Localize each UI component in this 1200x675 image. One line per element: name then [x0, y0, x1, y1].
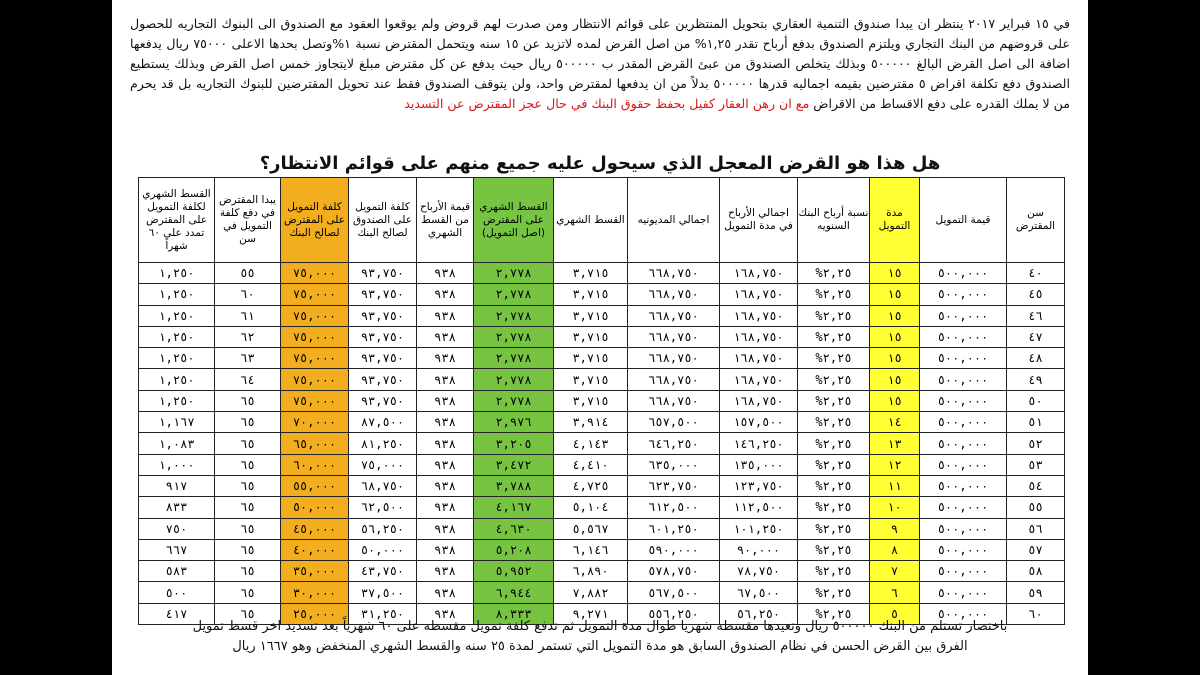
- table-row: [139, 263, 1065, 284]
- table-cell: ٨٣٣: [139, 497, 215, 518]
- table-cell: ٩٣٨: [417, 497, 474, 518]
- table-cell: ٣,٧١٥: [554, 348, 628, 369]
- table-cell: ٧٨,٧٥٠: [720, 561, 798, 582]
- table-row: [139, 369, 1065, 390]
- table-cell: ٢,٧٧٨: [474, 390, 554, 411]
- table-cell: ١٣: [870, 433, 920, 454]
- table-cell: ٩٣٨: [417, 390, 474, 411]
- table-cell: ٦,٨٩٠: [554, 561, 628, 582]
- table-cell: ٥٠٠,٠٠٠: [920, 305, 1007, 326]
- table-cell: ١٥: [870, 263, 920, 284]
- table-cell: ٥٠٠,٠٠٠: [920, 454, 1007, 475]
- table-cell: ٣,٢٠٥: [474, 433, 554, 454]
- table-cell: ٩,٢٧١: [554, 603, 628, 624]
- table-cell: ٢,٢٥%: [798, 497, 870, 518]
- table-cell: ٦٢: [215, 326, 281, 347]
- table-cell: ٩٣٨: [417, 263, 474, 284]
- table-cell: ٩٣,٧٥٠: [349, 390, 417, 411]
- table-cell: ٣,٧١٥: [554, 390, 628, 411]
- table-cell: ٥٠٠,٠٠٠: [920, 475, 1007, 496]
- table-cell: ٥٠,٠٠٠: [281, 497, 349, 518]
- table-cell: ٦٣٥,٠٠٠: [628, 454, 720, 475]
- table-cell: ١٠١,٢٥٠: [720, 518, 798, 539]
- table-cell: ٤٥: [1007, 284, 1065, 305]
- column-header: القسط الشهري لكلفة التمويل على المقترض تمدد على ٦٠ شهراً: [139, 178, 215, 263]
- table-cell: ١٦٨,٧٥٠: [720, 326, 798, 347]
- table-cell: ٦٥: [215, 582, 281, 603]
- table-cell: ٧٠,٠٠٠: [281, 412, 349, 433]
- table-cell: ٣,٧٨٨: [474, 475, 554, 496]
- table-row: [139, 433, 1065, 454]
- table-row: [139, 561, 1065, 582]
- table-cell: ٩٣٨: [417, 348, 474, 369]
- table-cell: ١,١٦٧: [139, 412, 215, 433]
- table-cell: ٣,٩١٤: [554, 412, 628, 433]
- table-cell: ١٣٥,٠٠٠: [720, 454, 798, 475]
- table-cell: ٦٥: [215, 539, 281, 560]
- intro-paragraph: [130, 14, 1070, 114]
- table-row: [139, 497, 1065, 518]
- table-cell: ٥٦: [1007, 518, 1065, 539]
- table-cell: ٤٣,٧٥٠: [349, 561, 417, 582]
- table-cell: ٩٣٨: [417, 454, 474, 475]
- table-cell: ٤,٤١٠: [554, 454, 628, 475]
- table-cell: ٥٥: [215, 263, 281, 284]
- table-cell: ٦٢,٥٠٠: [349, 497, 417, 518]
- table-cell: ٦٠١,٢٥٠: [628, 518, 720, 539]
- table-cell: ٦١٢,٥٠٠: [628, 497, 720, 518]
- table-cell: ٢,٢٥%: [798, 326, 870, 347]
- table-cell: ٥٢: [1007, 433, 1065, 454]
- table-cell: ٧٥,٠٠٠: [281, 263, 349, 284]
- table-cell: ٦٦٨,٧٥٠: [628, 390, 720, 411]
- column-header: مدة التمويل: [870, 178, 920, 263]
- table-cell: ١٢٣,٧٥٠: [720, 475, 798, 496]
- table-cell: ٦١: [215, 305, 281, 326]
- table-cell: ٢,٢٥%: [798, 518, 870, 539]
- table-cell: ٦,١٤٦: [554, 539, 628, 560]
- table-cell: ٥,١٠٤: [554, 497, 628, 518]
- table-cell: ٣,٤٧٢: [474, 454, 554, 475]
- table-cell: ٣,٧١٥: [554, 326, 628, 347]
- table-cell: ٩٣٨: [417, 284, 474, 305]
- table-cell: ٧٥,٠٠٠: [281, 390, 349, 411]
- column-header: القسط الشهري على المقترض (اصل التمويل): [474, 178, 554, 263]
- table-cell: ٦٣: [215, 348, 281, 369]
- table-cell: ١٥: [870, 326, 920, 347]
- table-cell: ٥٧: [1007, 539, 1065, 560]
- table-cell: ٥٠٠,٠٠٠: [920, 390, 1007, 411]
- table-cell: ٢,٢٥%: [798, 454, 870, 475]
- table-cell: ٢,٧٧٨: [474, 305, 554, 326]
- table-cell: ١٦٨,٧٥٠: [720, 390, 798, 411]
- table-cell: ١,٢٥٠: [139, 305, 215, 326]
- table-cell: ٦٤٦,٢٥٠: [628, 433, 720, 454]
- table-cell: ٤٩: [1007, 369, 1065, 390]
- table-cell: ٦٥: [215, 454, 281, 475]
- table-cell: ٨٧,٥٠٠: [349, 412, 417, 433]
- table-cell: ١١٢,٥٠٠: [720, 497, 798, 518]
- table-cell: ٢,٢٥%: [798, 561, 870, 582]
- table-cell: ٣٥,٠٠٠: [281, 561, 349, 582]
- table-cell: ٧٥,٠٠٠: [281, 369, 349, 390]
- table-cell: ٥,٢٠٨: [474, 539, 554, 560]
- column-header: اجمالي المديونيه: [628, 178, 720, 263]
- table-cell: ٤,٧٢٥: [554, 475, 628, 496]
- table-cell: ٢٥,٠٠٠: [281, 603, 349, 624]
- document-page: [112, 0, 1088, 675]
- table-cell: ٩٣٨: [417, 582, 474, 603]
- table-cell: ٩٣,٧٥٠: [349, 305, 417, 326]
- table-cell: ٩: [870, 518, 920, 539]
- table-row: [139, 305, 1065, 326]
- table-cell: ٦٤: [215, 369, 281, 390]
- table-cell: ١,٢٥٠: [139, 284, 215, 305]
- table-cell: ٧٥,٠٠٠: [349, 454, 417, 475]
- table-cell: ٥٠٠,٠٠٠: [920, 561, 1007, 582]
- table-cell: ٩٣٨: [417, 369, 474, 390]
- table-cell: ٩٣,٧٥٠: [349, 263, 417, 284]
- table-cell: ٣٠,٠٠٠: [281, 582, 349, 603]
- table-cell: ١,٢٥٠: [139, 369, 215, 390]
- table-cell: ٥٠٠,٠٠٠: [920, 497, 1007, 518]
- table-cell: ٦,٩٤٤: [474, 582, 554, 603]
- table-cell: ٥٣: [1007, 454, 1065, 475]
- table-cell: ١٥: [870, 369, 920, 390]
- table-cell: ٤,١٦٧: [474, 497, 554, 518]
- table-cell: ٦٦٨,٧٥٠: [628, 369, 720, 390]
- table-row: [139, 582, 1065, 603]
- table-row: [139, 454, 1065, 475]
- table-cell: ٢,٢٥%: [798, 284, 870, 305]
- table-cell: ٢,٢٥%: [798, 369, 870, 390]
- table-cell: ٩١٧: [139, 475, 215, 496]
- table-cell: ٦: [870, 582, 920, 603]
- table-cell: ٥٠٠: [139, 582, 215, 603]
- table-cell: ٥٠٠,٠٠٠: [920, 348, 1007, 369]
- table-cell: ٥٠٠,٠٠٠: [920, 284, 1007, 305]
- table-cell: ٥٠,٠٠٠: [349, 539, 417, 560]
- table-cell: ٢,٢٥%: [798, 412, 870, 433]
- table-cell: ٦٥: [215, 433, 281, 454]
- table-cell: ٣١,٢٥٠: [349, 603, 417, 624]
- table-cell: ١,٢٥٠: [139, 348, 215, 369]
- column-header: اجمالي الأرباح في مدة التمويل: [720, 178, 798, 263]
- table-cell: ١٦٨,٧٥٠: [720, 263, 798, 284]
- table-cell: ٢,٧٧٨: [474, 326, 554, 347]
- table-cell: ٧٥,٠٠٠: [281, 348, 349, 369]
- table-cell: ٥٤: [1007, 475, 1065, 496]
- table-cell: ٣٧,٥٠٠: [349, 582, 417, 603]
- table-row: [139, 539, 1065, 560]
- table-cell: ٥٠٠,٠٠٠: [920, 539, 1007, 560]
- table-cell: ٦٦٨,٧٥٠: [628, 284, 720, 305]
- table-cell: ١١: [870, 475, 920, 496]
- column-header: قيمة الأرباح من القسط الشهري: [417, 178, 474, 263]
- intro-red-text: مع ان رهن العقار كفيل بحفظ حقوق البنك في حال عجز المقترض عن التسديد: [404, 96, 810, 111]
- table-cell: ٥٠٠,٠٠٠: [920, 582, 1007, 603]
- table-cell: ٦٥: [215, 497, 281, 518]
- loan-table: [138, 177, 1065, 625]
- table-row: [139, 390, 1065, 411]
- table-cell: ٤١٧: [139, 603, 215, 624]
- table-cell: ١٠: [870, 497, 920, 518]
- table-cell: ٥٠٠,٠٠٠: [920, 412, 1007, 433]
- table-cell: ٣,٧١٥: [554, 305, 628, 326]
- question-heading: هل هذا هو القرض المعجل الذي سيحول عليه جميع منهم على قوائم الانتظار؟: [259, 153, 941, 174]
- table-cell: ١٦٨,٧٥٠: [720, 284, 798, 305]
- table-cell: ٢,٧٧٨: [474, 369, 554, 390]
- table-cell: ١,٢٥٠: [139, 263, 215, 284]
- table-cell: ١٥: [870, 348, 920, 369]
- table-cell: ٦٦٨,٧٥٠: [628, 348, 720, 369]
- table-cell: ٩٣٨: [417, 561, 474, 582]
- table-cell: ٩٣,٧٥٠: [349, 284, 417, 305]
- table-cell: ٤٧: [1007, 326, 1065, 347]
- table-cell: ٧,٨٨٢: [554, 582, 628, 603]
- column-header: سن المقترض: [1007, 178, 1065, 263]
- table-cell: ١,٢٥٠: [139, 326, 215, 347]
- table-cell: ٩٣,٧٥٠: [349, 326, 417, 347]
- table-cell: ٦٥: [215, 561, 281, 582]
- table-cell: ٢,٧٧٨: [474, 263, 554, 284]
- table-cell: ٣,٧١٥: [554, 284, 628, 305]
- table-cell: ٥٠٠,٠٠٠: [920, 433, 1007, 454]
- table-cell: ٥,٩٥٢: [474, 561, 554, 582]
- table-cell: ١,٠٠٠: [139, 454, 215, 475]
- table-cell: ٧٥,٠٠٠: [281, 305, 349, 326]
- column-header: كلفة التمويل على الصندوق لصالح البنك: [349, 178, 417, 263]
- table-cell: ٧٥,٠٠٠: [281, 284, 349, 305]
- table-cell: ١,٢٥٠: [139, 390, 215, 411]
- table-cell: ٦٦٨,٧٥٠: [628, 305, 720, 326]
- table-cell: ١٥٧,٥٠٠: [720, 412, 798, 433]
- table-body: [139, 263, 1065, 625]
- table-cell: ٥٨٣: [139, 561, 215, 582]
- table-cell: ٩٣٨: [417, 433, 474, 454]
- table-cell: ٥٠٠,٠٠٠: [920, 369, 1007, 390]
- table-cell: ٧٥,٠٠٠: [281, 326, 349, 347]
- table-cell: ٦٥: [215, 412, 281, 433]
- table-cell: ٨١,٢٥٠: [349, 433, 417, 454]
- column-header: كلفة التمويل على المقترض لصالح البنك: [281, 178, 349, 263]
- table-cell: ٩٣٨: [417, 539, 474, 560]
- table-cell: ٦٥: [215, 390, 281, 411]
- intro-text: في ١٥ فبراير ٢٠١٧ ينتظر ان يبدا صندوق التنمية العقاري بتحويل المنتظرين على قوائم الانتظار ومن صدرت لهم قروض ولم يوقعوا العقود مع الصندوق الى البنوك التجاريه للحصول على قروضهم من البنك التجاري ويلتزم الصندوق بدفع أرباح تقدر ١,٢٥% من اصل القرض لمده لاتزيد عن ١٥ سنه ويتحمل المقترض نسبة ١%وتصل بحدها الاعلى ٧٥٠٠٠ ريال يدفعها اضافة الى اصل القرض البالغ ٥٠٠٠٠٠ وبذلك يتخلص الصندوق من عبئ القرض المقدر ب ٥٠٠٠٠٠ ريال حيث يدفع عن كل مقترض مبلغ لايتجاوز خمس اصل القرض وبذلك يستطيع الصندوق دفع تكلفة اقراض ٥ مقترضين بقيمه اجماليه قدرها ٥٠٠٠٠٠ بدلاً من ان يدفعها لمقترض واحد، ولن يتوقف الصندوق فقط عند تحويل المقترضين للبنوك التجاريه بل قد يحرم من لا يملك القدره على دفع الاقساط من الاقراض: [130, 16, 1071, 111]
- table-cell: ١٢: [870, 454, 920, 475]
- table-cell: ١٦٨,٧٥٠: [720, 305, 798, 326]
- table-cell: ٩٣٨: [417, 326, 474, 347]
- table-cell: ٦٥: [215, 475, 281, 496]
- table-cell: ٤,١٤٣: [554, 433, 628, 454]
- table-cell: ١٦٨,٧٥٠: [720, 369, 798, 390]
- table-row: [139, 284, 1065, 305]
- table-cell: ٩٣٨: [417, 412, 474, 433]
- table-cell: ٦٧,٥٠٠: [720, 582, 798, 603]
- table-cell: ٩٣,٧٥٠: [349, 348, 417, 369]
- table-cell: ٥٦٧,٥٠٠: [628, 582, 720, 603]
- table-cell: ٥٧٨,٧٥٠: [628, 561, 720, 582]
- table-row: [139, 412, 1065, 433]
- table-cell: ٦٦٨,٧٥٠: [628, 263, 720, 284]
- table-cell: ٤٦: [1007, 305, 1065, 326]
- table-cell: ٩٣,٧٥٠: [349, 369, 417, 390]
- table-cell: ٥,٥٦٧: [554, 518, 628, 539]
- table-cell: ٩٣٨: [417, 305, 474, 326]
- table-cell: ٥٠٠,٠٠٠: [920, 263, 1007, 284]
- column-header: قيمة التمويل: [920, 178, 1007, 263]
- column-header: يبدا المقترض في دفع كلفة التمويل في سن: [215, 178, 281, 263]
- table-cell: ٥٥: [1007, 497, 1065, 518]
- table-cell: ١٤: [870, 412, 920, 433]
- table-cell: ٦٦٨,٧٥٠: [628, 326, 720, 347]
- table-cell: ٢,٩٧٦: [474, 412, 554, 433]
- table-row: [139, 348, 1065, 369]
- table-cell: ٤٨: [1007, 348, 1065, 369]
- table-cell: ٢,٢٥%: [798, 305, 870, 326]
- table-cell: ٥٥,٠٠٠: [281, 475, 349, 496]
- table-cell: ٢,٢٥%: [798, 433, 870, 454]
- table-cell: ٣,٧١٥: [554, 369, 628, 390]
- table-cell: ٢,٢٥%: [798, 539, 870, 560]
- table-cell: ٥: [870, 603, 920, 624]
- table-cell: ٦٠: [1007, 603, 1065, 624]
- table-cell: ٤٥,٠٠٠: [281, 518, 349, 539]
- table-cell: ٩٣٨: [417, 518, 474, 539]
- table-cell: ٦٥: [215, 603, 281, 624]
- table-cell: ١٦٨,٧٥٠: [720, 348, 798, 369]
- summary-line-1: باختصار تستلم من البنك ٥٠٠٠٠٠ ريال وتعيدها مقسطه شهريا طوال مدة التمويل ثم تدفع كلفة تمويل مقسطه على ٦٠ شهرياً بعد تسديد اخر قسط تمويل: [192, 619, 1008, 634]
- table-cell: ١,٠٨٣: [139, 433, 215, 454]
- table-cell: ٤,٦٣٠: [474, 518, 554, 539]
- table-header-row: [139, 178, 1065, 263]
- table-cell: ٥٠٠,٠٠٠: [920, 326, 1007, 347]
- table-cell: ٥٦,٢٥٠: [349, 518, 417, 539]
- table-cell: ٢,٢٥%: [798, 348, 870, 369]
- table-cell: ٨: [870, 539, 920, 560]
- table-cell: ٩٣٨: [417, 603, 474, 624]
- table-cell: ٢,٢٥%: [798, 475, 870, 496]
- table-cell: ٦٥٧,٥٠٠: [628, 412, 720, 433]
- table-cell: ٥٠: [1007, 390, 1065, 411]
- table-row: [139, 475, 1065, 496]
- table-cell: ٥٦,٢٥٠: [720, 603, 798, 624]
- table-cell: ٥٥٦,٢٥٠: [628, 603, 720, 624]
- table-cell: ٦٥,٠٠٠: [281, 433, 349, 454]
- table-cell: ٦٠: [215, 284, 281, 305]
- table-cell: ٢,٢٥%: [798, 390, 870, 411]
- summary-paragraph: [132, 617, 1068, 657]
- table-cell: ٦٨,٧٥٠: [349, 475, 417, 496]
- table-cell: ٧: [870, 561, 920, 582]
- table-row: [139, 518, 1065, 539]
- table-cell: ٩٣٨: [417, 475, 474, 496]
- table-cell: ٢,٢٥%: [798, 603, 870, 624]
- table-cell: ٢,٧٧٨: [474, 284, 554, 305]
- table-cell: ٢,٢٥%: [798, 263, 870, 284]
- table-cell: ٣,٧١٥: [554, 263, 628, 284]
- table-cell: ٦٥: [215, 518, 281, 539]
- table-cell: ٦٦٧: [139, 539, 215, 560]
- table-cell: ٥٠٠,٠٠٠: [920, 603, 1007, 624]
- table-cell: ٤٠,٠٠٠: [281, 539, 349, 560]
- table-cell: ٢,٧٧٨: [474, 348, 554, 369]
- summary-line-2: الفرق بين القرض الحسن في نظام الصندوق السابق هو مدة التمويل التي تستمر لمدة ٢٥ سنه والقسط الشهري المنخفض وهو ١٦٦٧ ريال: [232, 639, 968, 654]
- table-cell: ٦٠,٠٠٠: [281, 454, 349, 475]
- table-cell: ٤٠: [1007, 263, 1065, 284]
- table-cell: ١٥: [870, 284, 920, 305]
- table-cell: ١٥: [870, 390, 920, 411]
- table-cell: ٥٩٠,٠٠٠: [628, 539, 720, 560]
- table-row: [139, 326, 1065, 347]
- table-cell: ٧٥٠: [139, 518, 215, 539]
- table-cell: ٥٠٠,٠٠٠: [920, 518, 1007, 539]
- table-cell: ١٤٦,٢٥٠: [720, 433, 798, 454]
- table-cell: ٩٠,٠٠٠: [720, 539, 798, 560]
- table-cell: ١٥: [870, 305, 920, 326]
- table-cell: ٥٨: [1007, 561, 1065, 582]
- table-cell: ٥٩: [1007, 582, 1065, 603]
- column-header: القسط الشهري: [554, 178, 628, 263]
- column-header: نسبة أرباح البنك السنويه: [798, 178, 870, 263]
- table-cell: ٨,٣٣٣: [474, 603, 554, 624]
- table-cell: ٢,٢٥%: [798, 582, 870, 603]
- table-cell: ٦٢٣,٧٥٠: [628, 475, 720, 496]
- table-cell: ٥١: [1007, 412, 1065, 433]
